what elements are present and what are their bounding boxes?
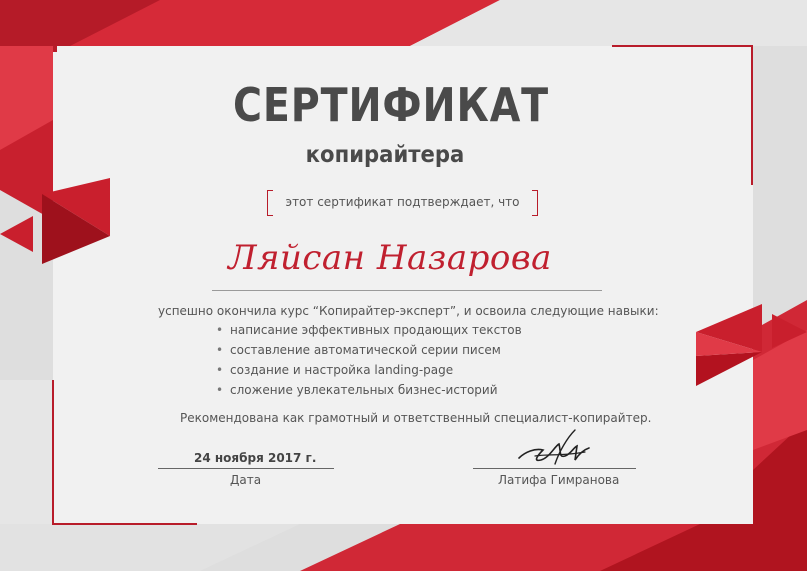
list-item xyxy=(216,343,522,363)
certificate-title: СЕРТИФИКАТ xyxy=(232,78,550,132)
left-arrow-decoration xyxy=(0,176,112,268)
confirm-statement-box xyxy=(267,190,538,216)
bullet-icon: • xyxy=(216,363,224,377)
frame-corner-top-left xyxy=(53,46,57,52)
recommendation-text: Рекомендована как грамотный и ответственный специалист-копирайтер. xyxy=(180,411,652,425)
handwritten-signature xyxy=(515,426,595,468)
skill-text: написание эффективных продающих текстов xyxy=(230,323,522,337)
skill-text: сложение увлекательных бизнес-историй xyxy=(230,383,498,397)
right-arrow-decoration xyxy=(696,304,807,390)
completion-text: успешно окончила курс “Копирайтер-эксперт”, и освоила следующие навыки: xyxy=(158,304,659,318)
skills-list xyxy=(216,323,522,403)
name-underline xyxy=(212,290,602,291)
date-label: Дата xyxy=(230,473,262,487)
signature-line xyxy=(473,468,636,469)
signatory-name: Латифа Гимранова xyxy=(498,473,620,487)
date-line xyxy=(158,468,334,469)
skill-text: составление автоматической серии писем xyxy=(230,343,501,357)
bullet-icon: • xyxy=(216,383,224,397)
confirm-statement-text: этот сертификат подтверждает, что xyxy=(285,195,520,209)
bullet-icon: • xyxy=(216,323,224,337)
certificate-subtitle: копирайтера xyxy=(305,142,465,168)
list-item xyxy=(216,323,522,343)
frame-corner-bottom-left-v xyxy=(52,380,54,525)
recipient-name: Ляйсан Назарова xyxy=(228,238,552,278)
list-item xyxy=(216,383,522,403)
bullet-icon: • xyxy=(216,343,224,357)
frame-corner-top-right-v xyxy=(751,45,753,185)
date-value: 24 ноября 2017 г. xyxy=(194,451,317,465)
frame-corner-bottom-left-h xyxy=(52,523,197,525)
frame-corner-top-right-h xyxy=(612,45,753,47)
list-item xyxy=(216,363,522,383)
skill-text: создание и настройка landing-page xyxy=(230,363,454,377)
